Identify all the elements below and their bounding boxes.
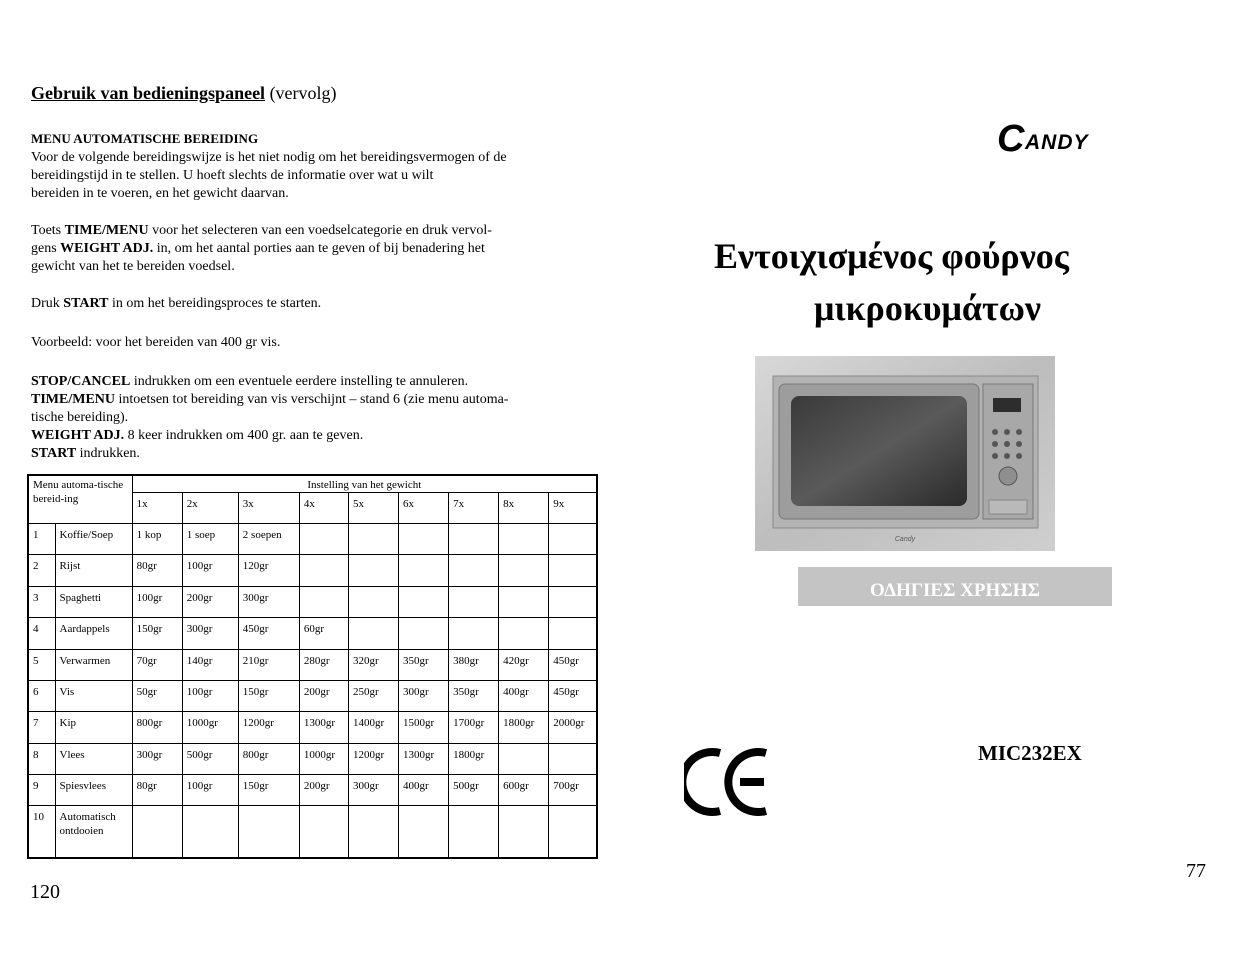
weight-cell: 1300gr [399,743,449,774]
weight-cell: 400gr [499,680,549,711]
text-line [31,391,591,409]
table-row [28,680,597,711]
weight-cell [549,743,597,774]
table-row [28,743,597,774]
row-number: 7 [28,712,55,743]
weight-cell: 120gr [238,555,299,586]
weight-cell [399,586,449,617]
food-name: Vis [55,680,132,711]
weight-cell [549,618,597,649]
text: 8 keer indrukken om 400 gr. aan te geven. [124,428,364,443]
row-number: 10 [28,806,55,858]
column-header: 6x [399,493,449,524]
text-line [31,258,591,276]
paragraph-steps [31,373,591,463]
text: Toets [31,223,65,238]
column-header: 1x [132,493,182,524]
weight-cell [348,555,398,586]
text: indrukken om een eventuele eerdere instelling te annuleren. [130,374,469,389]
weight-cell [399,806,449,858]
text-line [31,373,591,391]
paragraph-time-menu [31,222,591,276]
page-number-right: 77 [1186,860,1206,882]
weight-cell: 500gr [449,775,499,806]
weight-cell: 280gr [299,649,348,680]
weight-cell [449,806,499,858]
heading-rest: (vervolg) [265,83,337,103]
row-number: 6 [28,680,55,711]
left-page [0,0,617,954]
weight-cell: 60gr [299,618,348,649]
column-header: 2x [182,493,238,524]
text: voor het selecteren van een voedselcategorie en druk vervol- [148,223,492,238]
text-line: Voor de volgende bereidingswijze is het niet nodig om het bereidingsvermogen of de [31,150,507,165]
microwave-image [755,356,1055,551]
weight-cell [132,806,182,858]
weight-cell: 1200gr [238,712,299,743]
table-row [28,586,597,617]
text-line [31,240,591,258]
table-row [28,775,597,806]
food-name: Verwarmen [55,649,132,680]
key-label: TIME/MENU [64,223,149,238]
ce-mark-c [684,752,720,812]
weight-cell [449,555,499,586]
food-name: Spiesvlees [55,775,132,806]
candy-logo [995,118,1140,158]
heading-strong: Gebruik van bedieningspaneel [31,83,266,103]
control-buttons [992,429,1022,459]
column-header: 5x [348,493,398,524]
oven-window [791,396,967,506]
weight-cell [499,743,549,774]
weight-cell [549,806,597,858]
weight-cell: 1 kop [132,524,182,555]
weight-cell: 80gr [132,775,182,806]
weight-cell [499,618,549,649]
key-label: TIME/MENU [31,392,115,407]
key-label: WEIGHT ADJ. [60,241,154,256]
text-line [31,427,591,445]
door-release [989,500,1027,514]
weight-cell: 450gr [549,680,597,711]
weight-cell: 320gr [348,649,398,680]
weight-cell [549,555,597,586]
weight-cell: 100gr [182,680,238,711]
weight-cell [499,524,549,555]
weight-cell: 140gr [182,649,238,680]
candy-logo-initial: C [997,118,1025,158]
weight-cell: 350gr [449,680,499,711]
weight-cell [182,806,238,858]
oven-brand: Candy [894,536,916,543]
row-number: 5 [28,649,55,680]
weight-cell: 2000gr [549,712,597,743]
instructions-banner: ΟΔΗΓΙΕΣ ΧΡΗΣΗΣ [798,567,1112,606]
weight-cell: 300gr [238,586,299,617]
text: in, om het aantal porties aan te geven of bij benadering het [153,241,485,256]
weight-cell [449,618,499,649]
section-title: MENU AUTOMATISCHE BEREIDING [31,131,259,146]
paragraph-start [31,295,591,313]
weight-cell: 1800gr [499,712,549,743]
row-number: 1 [28,524,55,555]
text: in om het bereidingsproces te starten. [108,296,322,311]
weight-cell [238,806,299,858]
menu-header-cell: Menu automa-tische bereid-ing [28,475,132,524]
page-number: 120 [30,881,60,903]
food-name: Aardappels [55,618,132,649]
weight-settings-table [27,474,598,859]
weight-cell [449,524,499,555]
weight-cell [299,555,348,586]
text-line: bereidingstijd in te stellen. U hoeft slechts de informatie over wat u wilt [31,168,434,183]
column-header: 8x [499,493,549,524]
table-row [28,649,597,680]
weight-cell: 450gr [549,649,597,680]
row-number: 8 [28,743,55,774]
row-number: 4 [28,618,55,649]
text-line [31,295,591,313]
candy-logo-rest: ANDY [1025,131,1089,154]
weight-cell: 600gr [499,775,549,806]
table-row [28,555,597,586]
text: tische bereiding). [31,410,129,425]
weight-cell [449,586,499,617]
food-name: Koffie/Soep [55,524,132,555]
key-label: STOP/CANCEL [31,374,131,389]
key-label: START [63,296,109,311]
row-number: 3 [28,586,55,617]
weight-cell: 1500gr [399,712,449,743]
weight-cell: 380gr [449,649,499,680]
text-line: bereiden in te voeren, en het gewicht daarvan. [31,186,289,201]
column-header: 4x [299,493,348,524]
ce-mark [684,747,770,817]
text-line [31,222,591,240]
table-header-row [28,475,597,493]
weight-cell: 300gr [348,775,398,806]
weight-cell: 1200gr [348,743,398,774]
weight-cell: 150gr [238,680,299,711]
table-row [28,712,597,743]
weight-cell: 300gr [132,743,182,774]
column-header: 9x [549,493,597,524]
weight-cell: 50gr [132,680,182,711]
weight-group-header: Instelling van het gewicht [132,475,597,493]
weight-cell: 1000gr [299,743,348,774]
weight-cell: 80gr [132,555,182,586]
text-line: Voorbeeld: voor het bereiden van 400 gr vis. [31,335,281,350]
text: gewicht van het te bereiden voedsel. [31,259,235,274]
text: Druk [31,296,64,311]
weight-cell [348,524,398,555]
weight-cell: 1000gr [182,712,238,743]
table-row [28,806,597,858]
weight-cell: 420gr [499,649,549,680]
food-name: Automatisch ontdooien [55,806,132,858]
weight-cell: 100gr [132,586,182,617]
ce-mark-e-bar [740,778,764,786]
weight-cell: 200gr [299,775,348,806]
weight-cell: 300gr [182,618,238,649]
weight-cell: 1300gr [299,712,348,743]
food-name: Vlees [55,743,132,774]
weight-cell: 70gr [132,649,182,680]
weight-cell [499,586,549,617]
weight-cell [299,586,348,617]
table-row [28,524,597,555]
weight-cell [549,586,597,617]
weight-cell: 150gr [238,775,299,806]
weight-cell: 200gr [299,680,348,711]
weight-cell [299,524,348,555]
title-line-1: Εντοιχισμένος φούρνος [714,236,1069,276]
weight-cell: 400gr [399,775,449,806]
weight-cell: 350gr [399,649,449,680]
weight-cell [549,524,597,555]
weight-cell [399,555,449,586]
text-line [31,445,591,463]
key-label: WEIGHT ADJ. [31,428,125,443]
paragraph-example [31,334,591,352]
title-line-2: μικροκυμάτων [814,288,1041,328]
weight-cell: 500gr [182,743,238,774]
food-name: Kip [55,712,132,743]
weight-cell: 800gr [132,712,182,743]
weight-cell: 1700gr [449,712,499,743]
column-header: 7x [449,493,499,524]
product-title [700,230,1160,334]
weight-cell [399,524,449,555]
weight-cell [348,806,398,858]
weight-cell: 210gr [238,649,299,680]
weight-cell: 450gr [238,618,299,649]
weight-cell [399,618,449,649]
page-heading [31,83,337,104]
weight-cell: 300gr [399,680,449,711]
weight-cell: 100gr [182,775,238,806]
weight-cell [348,586,398,617]
weight-cell [348,618,398,649]
model-number: MIC232EX [978,741,1082,765]
column-header: 3x [238,493,299,524]
display [993,398,1021,412]
weight-cell: 1400gr [348,712,398,743]
row-number: 9 [28,775,55,806]
key-label: START [31,446,77,461]
weight-cell: 150gr [132,618,182,649]
weight-cell: 250gr [348,680,398,711]
row-number: 2 [28,555,55,586]
paragraph-intro [31,149,591,203]
weight-cell: 1800gr [449,743,499,774]
weight-cell: 800gr [238,743,299,774]
text-line [31,409,591,427]
text: intoetsen tot bereiding van vis verschijnt – stand 6 (zie menu automa- [115,392,509,407]
food-name: Spaghetti [55,586,132,617]
weight-cell: 100gr [182,555,238,586]
weight-cell [499,806,549,858]
text: gens [31,241,61,256]
weight-cell [499,555,549,586]
text: indrukken. [76,446,140,461]
weight-cell: 1 soep [182,524,238,555]
weight-cell: 2 soepen [238,524,299,555]
table-row [28,618,597,649]
weight-cell: 200gr [182,586,238,617]
weight-cell [299,806,348,858]
food-name: Rijst [55,555,132,586]
weight-cell: 700gr [549,775,597,806]
control-knob [999,467,1017,485]
